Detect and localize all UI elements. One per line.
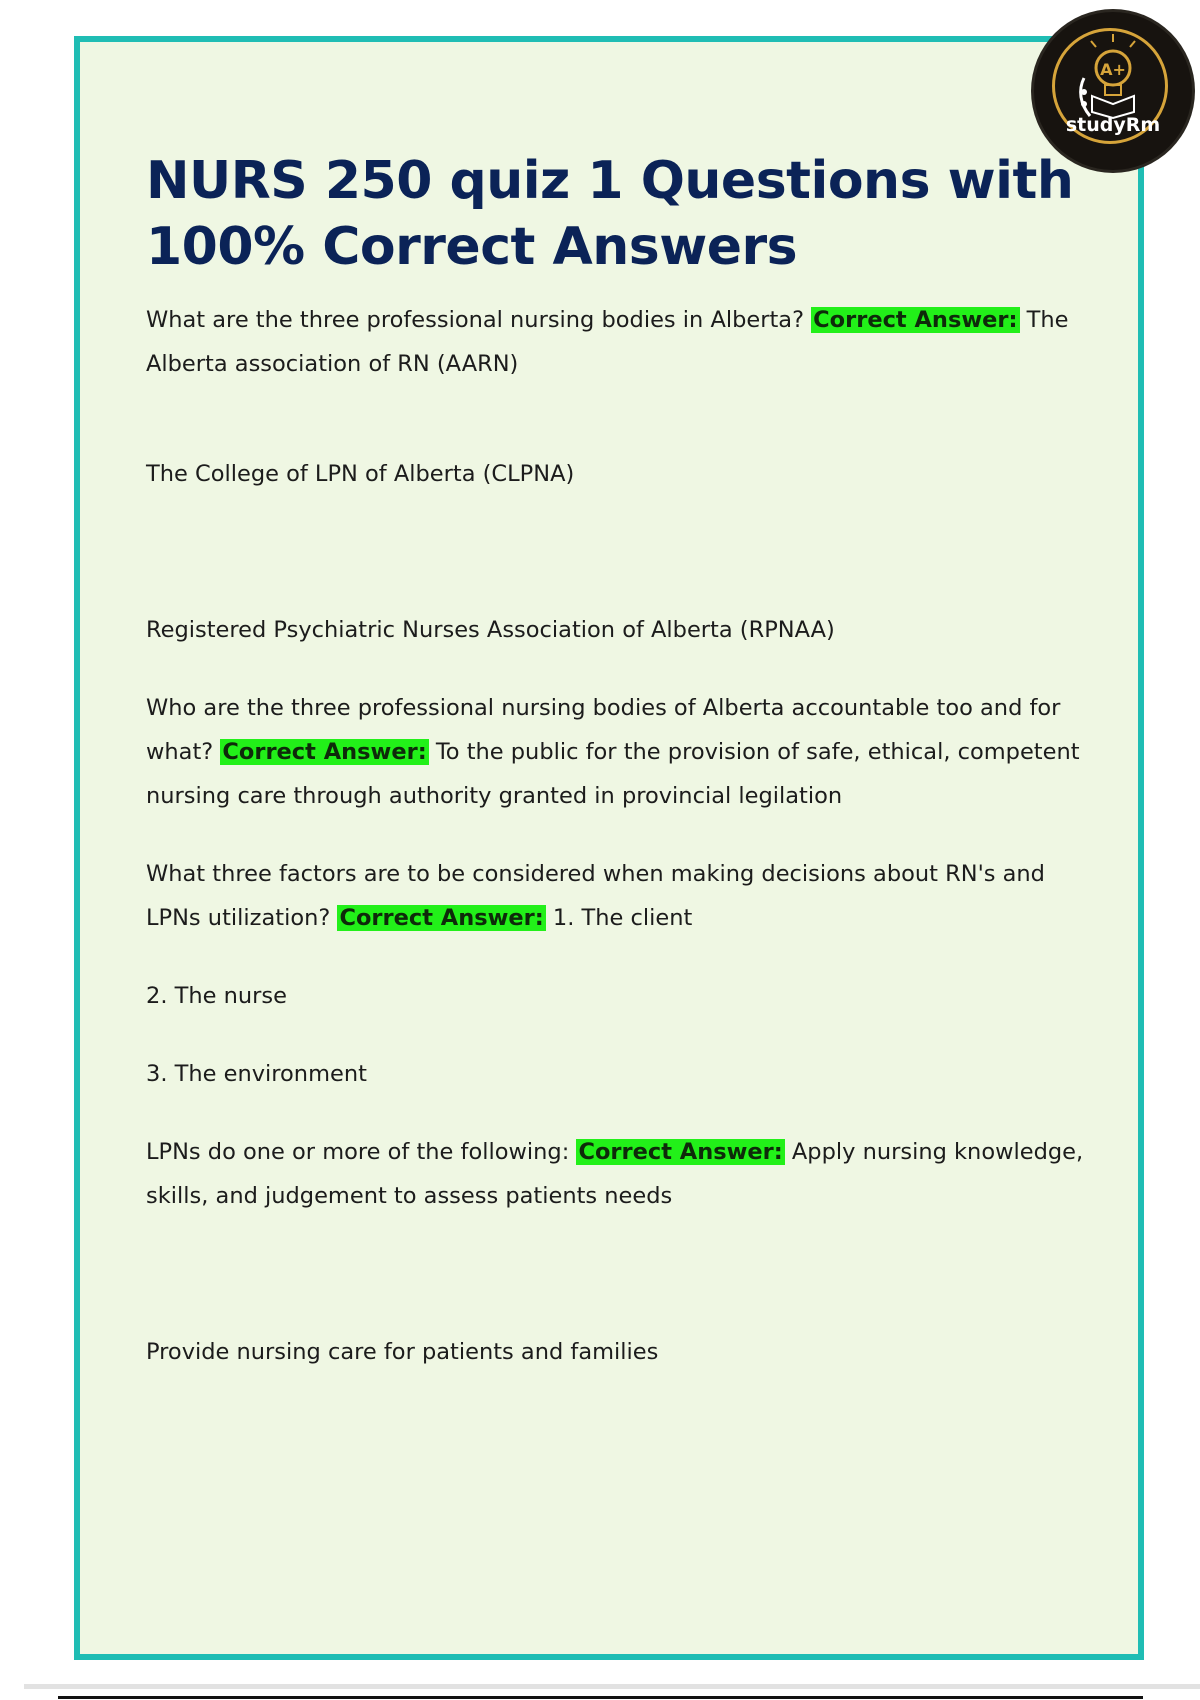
logo-text: studyRm xyxy=(1065,114,1161,136)
document-content xyxy=(146,148,1091,1374)
correct-answer-label: Correct Answer: xyxy=(813,307,1018,333)
answer-text: 1. The client xyxy=(545,905,693,931)
question-text: What are the three professional nursing bodies in Alberta? xyxy=(146,307,805,333)
qa-item-2 xyxy=(146,686,1091,818)
answer-line: 2. The nurse xyxy=(146,983,287,1009)
answer-text: Apply nursing knowledge, skills, and judgement to assess patients needs xyxy=(146,1139,1084,1209)
logo-emblem-icon xyxy=(1034,12,1192,170)
correct-answer-label: Correct Answer: xyxy=(222,739,427,765)
question-text: Who are the three professional nursing bodies of Alberta accountable too and for what? xyxy=(146,695,1061,765)
studyrm-logo xyxy=(1034,12,1192,170)
answer-line: Provide nursing care for patients and families xyxy=(146,1339,659,1365)
answer-line: Registered Psychiatric Nurses Association of Alberta (RPNAA) xyxy=(146,617,835,643)
page-bottom-divider xyxy=(24,1684,1200,1689)
answer-line: 3. The environment xyxy=(146,1061,367,1087)
document-title: NURS 250 quiz 1 Questions with 100% Correct Answers xyxy=(146,151,1074,277)
logo-badge-text: A+ xyxy=(1100,60,1126,79)
answer-text: To the public for the provision of safe, ethical, competent nursing care through authority granted in provincial legilation xyxy=(146,739,1080,809)
qa-item-3 xyxy=(146,852,1091,940)
next-page-edge xyxy=(58,1696,1143,1699)
answer-text: The Alberta association of RN (AARN) xyxy=(146,307,1069,377)
correct-answer-label: Correct Answer: xyxy=(339,905,544,931)
question-text: What three factors are to be considered when making decisions about RN's and LPNs utilization? xyxy=(146,861,1045,931)
qa-item-4 xyxy=(146,1130,1091,1218)
correct-answer-label: Correct Answer: xyxy=(578,1139,783,1165)
qa-item-1 xyxy=(146,298,1091,386)
answer-line: The College of LPN of Alberta (CLPNA) xyxy=(146,461,575,487)
question-text: LPNs do one or more of the following: xyxy=(146,1139,570,1165)
